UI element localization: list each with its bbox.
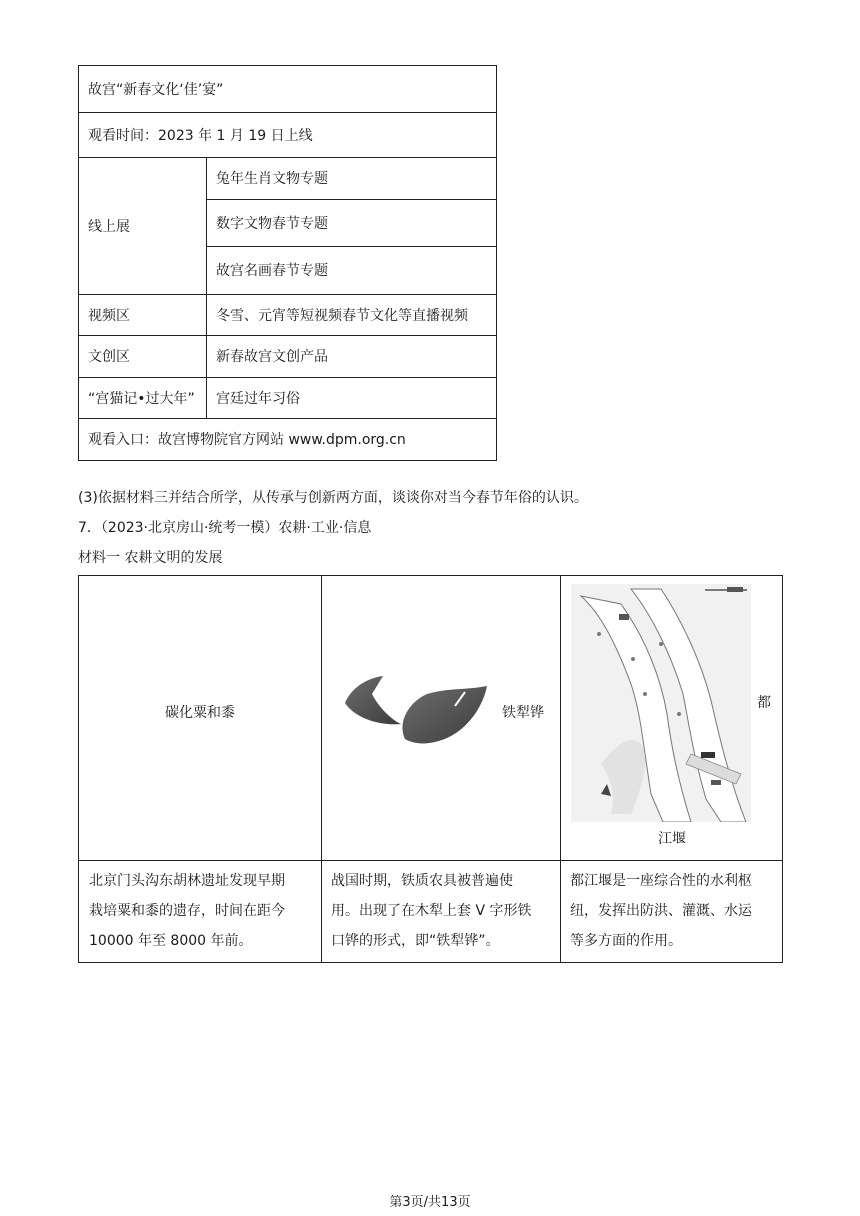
- video-label: 视频区: [88, 307, 130, 324]
- text-line: 口铧的形式，即“铁犁铧”。: [331, 933, 500, 949]
- table-row: [79, 112, 496, 158]
- text-line: 用。出现了在木犁上套 V 字形铁: [331, 903, 532, 919]
- text-line: 等多方面的作用。: [570, 933, 682, 949]
- table-row-creative: [79, 335, 496, 378]
- iron-plough-image: [337, 666, 512, 766]
- festival-table: [78, 65, 497, 461]
- map-label-jiangyan: 江堰: [658, 831, 686, 847]
- question-7: 7．（2023·北京房山·统考一模）农耕·工业·信息: [78, 520, 372, 536]
- online-item-2: 数字文物春节专题: [216, 215, 328, 232]
- online-item: [207, 157, 496, 200]
- creative-label: 文创区: [88, 349, 130, 365]
- text-line: 战国时期，铁质农具被普遍使: [331, 873, 513, 889]
- online-item-3: 故宫名画春节专题: [216, 263, 328, 279]
- dujiangyan-description: [570, 866, 780, 956]
- watch-time: 观看时间：2023 年 1 月 19 日上线: [88, 127, 313, 144]
- text-line: 10000 年至 8000 年前。: [89, 933, 253, 949]
- online-item: [207, 199, 496, 247]
- column-divider: [560, 576, 561, 962]
- creative-value: 新春故宫文创产品: [216, 349, 328, 365]
- farming-table: [78, 575, 783, 963]
- millet-description: [89, 866, 315, 956]
- video-value: 冬雪、元宵等短视频春节文化等直播视频: [216, 307, 468, 324]
- cat-value: 宫廷过年习俗: [216, 390, 300, 407]
- column-divider: [206, 157, 207, 418]
- page-footer: 第3页/共13页: [389, 1195, 471, 1210]
- text-line: 北京门头沟东胡林遗址发现早期: [89, 873, 285, 889]
- row-divider: [79, 860, 782, 861]
- question-3: (3)依据材料三并结合所学，从传承与创新两方面，谈谈你对当今春节年俗的认识。: [78, 490, 588, 506]
- text-line: 栽培粟和黍的遗存，时间在距今: [89, 903, 285, 919]
- material-1-title: 材料一 农耕文明的发展: [78, 550, 223, 566]
- table-row-online: [79, 157, 496, 295]
- table-row: [79, 66, 496, 113]
- millet-label: 碳化粟和黍: [165, 705, 235, 721]
- plough-description: [331, 866, 557, 956]
- dujiangyan-map-image: [571, 584, 751, 822]
- table-row-cat: [79, 377, 496, 419]
- cat-label: “宫猫记•过大年”: [88, 390, 195, 407]
- table-title: 故宫“新春文化‘佳’宴”: [88, 82, 224, 98]
- text-line: 都江堰是一座综合性的水利枢: [570, 873, 752, 889]
- map-label-du: 都: [757, 695, 771, 711]
- text-line: 纽，发挥出防洪、灌溉、水运: [570, 903, 752, 919]
- entry-text: 观看入口：故宫博物院官方网站 www.dpm.org.cn: [88, 432, 406, 448]
- online-label: 线上展: [88, 218, 130, 235]
- plough-label: 铁犁铧: [502, 705, 544, 721]
- column-divider: [321, 576, 322, 962]
- online-item-1: 兔年生肖文物专题: [216, 171, 328, 187]
- table-row-video: [79, 294, 496, 336]
- online-item: [207, 246, 496, 294]
- table-row-entry: [79, 418, 496, 460]
